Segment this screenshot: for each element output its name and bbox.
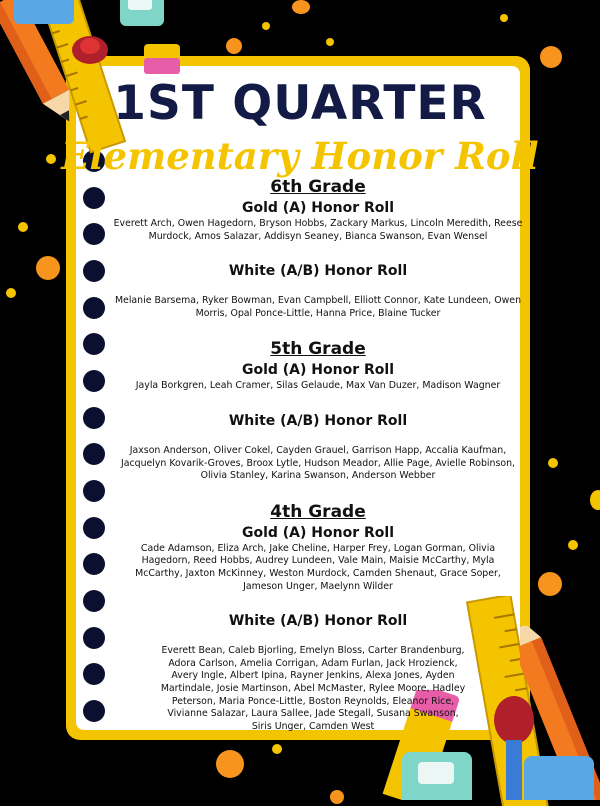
white-honor-roll-names: Everett Bean, Caleb Bjorling, Emelyn Bloss, Carter Brandenburg, Adora Carlson, Amelia Corrigan, Adam Furlan, Jack Hrozienck, Avery Ingle, Albert Ipina, Rayner Jenkins, Alexa Jones, Ayden Martindale, Josie Martinson, Abel McMaster, Rylee Moore, Hadley Peterson, Maria Ponce-Little, Boston Reynolds, Eleanor Rice, Vivianne Salazar, Laura Sallee, Jade Stegall, Susana Swanson, Siris Unger, Camden West <box>160 645 466 732</box>
confetti-dot <box>500 14 508 22</box>
spiral-hole-icon <box>83 700 105 722</box>
grade-section-6th <box>110 176 526 320</box>
confetti-dot <box>292 0 310 14</box>
grade-heading: 4th Grade <box>270 501 366 522</box>
confetti-dot <box>568 540 578 550</box>
gold-honor-roll-heading: Gold (A) Honor Roll <box>241 200 394 216</box>
confetti-dot <box>36 256 60 280</box>
confetti-dot <box>226 38 242 54</box>
spiral-hole-icon <box>83 297 105 319</box>
confetti-dot <box>216 750 244 778</box>
confetti-dot <box>272 744 282 754</box>
spiral-hole-icon <box>83 370 105 392</box>
page-title: 1ST QUARTER <box>113 76 487 131</box>
spiral-hole-icon <box>83 223 105 245</box>
gold-honor-roll-heading: Gold (A) Honor Roll <box>241 524 394 541</box>
confetti-dot <box>262 22 270 30</box>
white-honor-roll-names: Melanie Barsema, Ryker Bowman, Evan Campbell, Elliott Connor, Kate Lundeen, Owen Morris, Opal Ponce-Little, Hanna Price, Blaine Tucker <box>114 295 522 319</box>
grade-section-4th <box>110 501 526 734</box>
confetti-dot <box>548 458 558 468</box>
gold-honor-roll-heading: Gold (A) Honor Roll <box>241 362 394 379</box>
spiral-hole-icon <box>83 187 105 209</box>
spiral-hole-icon <box>83 407 105 429</box>
honor-roll-content <box>110 176 526 733</box>
white-honor-roll-heading: White (A/B) Honor Roll <box>228 412 408 429</box>
page-subtitle: Elementary Honor Roll <box>61 134 539 178</box>
eraser-icon <box>14 0 84 30</box>
spiral-hole-icon <box>83 590 105 612</box>
spiral-hole-icon <box>83 260 105 282</box>
confetti-dot <box>538 572 562 596</box>
white-honor-roll-names: Jaxson Anderson, Oliver Cokel, Cayden Grauel, Garrison Happ, Accalia Kaufman, Jacquelyn Kovarik-Groves, Broox Lytle, Hudson Meador, Allie Page, Avielle Robinson, Olivia Stanley, Karina Swanson, Anderson Webber <box>120 444 516 482</box>
white-honor-roll-heading: White (A/B) Honor Roll <box>228 263 408 280</box>
gold-honor-roll-names: Everett Arch, Owen Hagedorn, Bryson Hobbs, Zackary Markus, Lincoln Meredith, Reese Murdock, Amos Salazar, Addisyn Seaney, Bianca Swanson, Evan Wensel <box>113 218 523 242</box>
spiral-hole-icon <box>83 443 105 465</box>
gold-honor-roll-names: Cade Adamson, Eliza Arch, Jake Cheline, Harper Frey, Logan Gorman, Olivia Hagedorn, Reed Hobbs, Audrey Lundeen, Vale Main, Maisie McCarthy, Myla McCarthy, Jaxton McKinney, Weston Murdock, Camden Shenaut, Grace Soper, Jameson Unger, Maelynn Wilder <box>135 542 501 592</box>
spiral-hole-icon <box>83 517 105 539</box>
spiral-hole-icon <box>83 553 105 575</box>
white-honor-roll-heading: White (A/B) Honor Roll <box>228 613 408 630</box>
spiral-hole-icon <box>83 663 105 685</box>
grade-heading: 5th Grade <box>270 339 366 360</box>
confetti-dot <box>590 490 600 510</box>
confetti-dot <box>330 790 344 804</box>
spiral-hole-icon <box>83 480 105 502</box>
grade-heading: 6th Grade <box>270 177 366 197</box>
grade-section-5th <box>110 338 526 482</box>
eraser-icon <box>520 752 600 800</box>
gold-honor-roll-names: Jayla Borkgren, Leah Cramer, Silas Gelaude, Max Van Duzer, Madison Wagner <box>135 380 501 392</box>
confetti-dot <box>18 222 28 232</box>
confetti-dot <box>540 46 562 68</box>
eraser-icon <box>110 0 190 80</box>
confetti-dot <box>326 38 334 46</box>
spiral-hole-icon <box>83 333 105 355</box>
eraser-icon <box>398 748 478 800</box>
confetti-dot <box>6 288 16 298</box>
spiral-hole-icon <box>83 627 105 649</box>
